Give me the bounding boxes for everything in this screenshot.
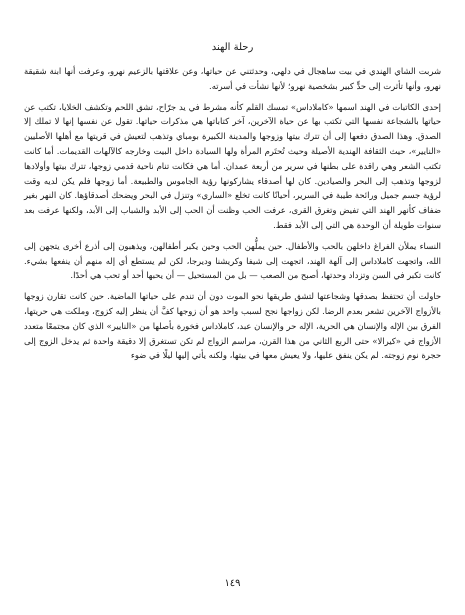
page-number: ١٤٩ [224,578,241,589]
paragraph: حاولت أن تحتفظ بصدقها وشجاعتها لتشق طريقها نحو الموت دون أن تندم على حياتها الماضية. حين كانت تقارن زوجها بالأزواج الآخرين تشعر بعدم الرضا. لكن زواجها نجح لسبب واحد هو أن زوجها كفَّ أن ينظر إليه كزوج، وملكت هي حريتها، الفرق بين الإله والإنسان هي الحرية، الإله حر والإنسان عبد، كاملاداس فخورة بأصلها من «النايير» الذي كان مجتمعًا متعدد الأزواج في «كيرالا» حتى الربع الثاني من هذا القرن، مراسم الزواج لم تكن تستغرق إلا دقيقة واحدة ثم يدخل الزوج إلى حجرة نوم زوجته. لم يكن ينفق عليها، ولا يعيش معها في بيتها، ولكنه يأتي إليها ليلًا في ضوء [24,291,441,361]
paragraph: شربت الشاي الهندي في بيت ساهجال في دلهي، وحدثتني عن حياتها، وعن علاقتها بالزعيم نهرو، وعرفت أنها ابنة شقيقة نهرو، وأنها تأثرت إلى حدٍّ كبير بشخصية نهرو؛ لأنها نشأت في أسرته. [24,66,441,91]
paragraph: النساء يملأن الفراغ داخلهن بالحب والأطفال. حين يملُّهن الحب وحين يكبر أطفالهن، ويذهبون إلى أذرع أخرى يتجهن إلى الله، واتجهت كاملاداس إلى آلهة الهند، اتجهت إلى شيفا وكريشنا وديرجا، لكن لم يستطع أي إله منهم أن ينفعها بشيء. كانت تكبر في السن وتزداد وحدتها، أصبح من الصعب — بل من المستحيل — أن يحبها أحد أو تحب هي أحدًا. [24,240,441,281]
body-text [24,64,441,370]
running-header-title: رحلة الهند [211,42,254,53]
paragraph: إحدى الكاتبات في الهند اسمها «كاملاداس» تمسك القلم كأنه مشرط في يد جرّاح، تشق اللحم وتكشف الخلايا، تكتب عن حياتها بالشجاعة نفسها التي تكتب بها عن حياة الآخرين، آخر كتاباتها هي مذكرات حياتها. تقول عن نفسها إنها لا تملك إلا الصدق. وهذا الصدق دفعها إلى أن تترك بيتها وزوجها والمدينة الكبيرة بومباي وتذهب لتعيش في قريتها مع أهلها الأصليين «النايير»، حيث الثقافة الهندية الأصيلة وحيث تُحتَرم المرأة ولها السيادة داخل البيت وخارجه كالآلهات القديمات. أما كانت تكتب الشعر وهي راقدة على بطنها في سرير من أربعة عمدان. أما هي فكانت تنام ناحية قدمي زوجها، تترك بيتها وأولادها لزوجها وتذهب إلى البحر والصيادين. كان لها أصدقاء يشاركونها رؤية الجاموس والطبيعة. أما زوجها فلم يكن لديه وقت لرؤية جسم جميل ورائحة طيبة في السرير، أحيانًا كانت تخلع «الساري» وتنزل في البحر ويضحك أصدقاؤها. كان النهر بغير ضفاف كأنهر الهند التي تفيض وتغرق القرى، عرفت الحب وظنت أن الحب إلى الأبد والشباب إلى الأبد، ولكنها عرفت بعد سنوات طويلة أن الوحدة هي التي إلى الأبد فقط. [24,101,441,230]
